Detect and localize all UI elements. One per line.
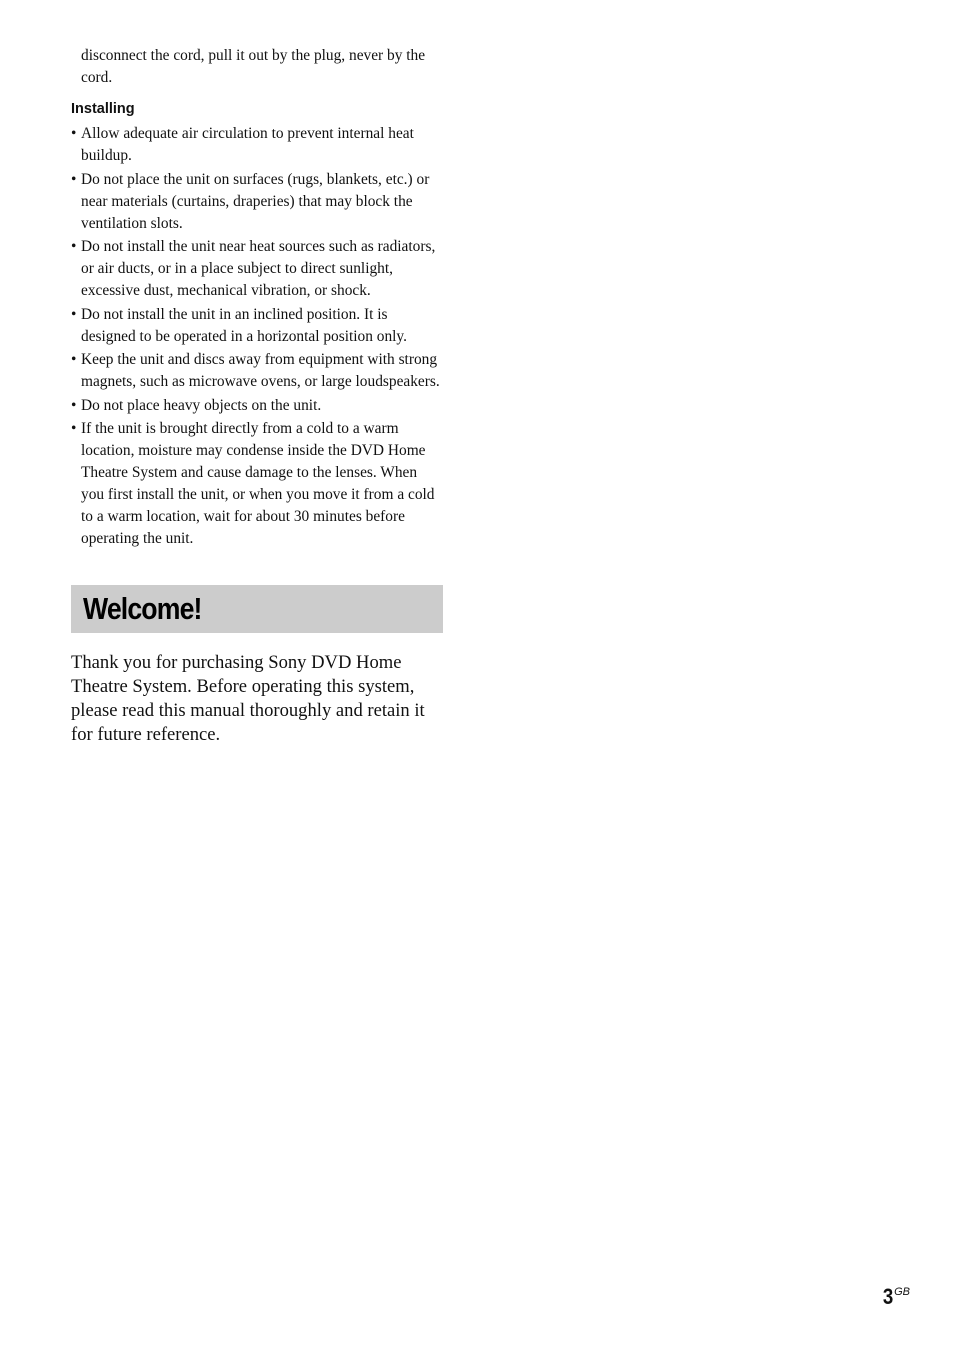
- list-item-text: If the unit is brought directly from a cold to a warm location, moisture may condense inside the DVD Home Theatre System and cause damage to the lenses. When you first install the unit, or when you move it from a cold to a warm location, wait for about 30 minutes before operating the unit.: [81, 420, 435, 547]
- installing-list: [71, 123, 443, 550]
- bullet-icon: •: [71, 170, 77, 188]
- bullet-icon: •: [71, 420, 77, 437]
- welcome-paragraph: Thank you for purchasing Sony DVD Home Theatre System. Before operating this system, please read this manual thoroughly and retain it for future reference.: [71, 652, 425, 745]
- list-item: [71, 169, 443, 235]
- list-item-text: Allow adequate air circulation to prevent internal heat buildup.: [81, 125, 414, 164]
- bullet-icon: •: [71, 351, 77, 368]
- list-item-text: Do not install the unit near heat sources such as radiators, or air ducts, or in a place subject to direct sunlight, excessive dust, mechanical vibration, or shock.: [81, 238, 436, 299]
- welcome-heading-bar: [71, 585, 443, 633]
- list-item-text: Do not place heavy objects on the unit.: [81, 396, 322, 414]
- list-item-text: Keep the unit and discs away from equipment with strong magnets, such as microwave ovens, or large loudspeakers.: [81, 351, 440, 390]
- bullet-icon: •: [71, 125, 77, 142]
- continued-paragraph: disconnect the cord, pull it out by the plug, never by the cord.: [81, 47, 426, 86]
- list-item: [71, 304, 443, 348]
- list-item: [71, 395, 443, 417]
- page-number-value: 3: [882, 1284, 894, 1309]
- list-item: [71, 349, 443, 393]
- bullet-icon: •: [71, 396, 77, 414]
- list-item-text: Do not install the unit in an inclined position. It is designed to be operated in a horizontal position only.: [81, 305, 407, 345]
- installing-heading: Installing: [71, 101, 135, 117]
- list-item: [71, 418, 443, 550]
- list-item: [71, 123, 443, 167]
- bullet-icon: •: [71, 305, 77, 323]
- page-number: [882, 1284, 910, 1310]
- list-item-text: Do not place the unit on surfaces (rugs, blankets, etc.) or near materials (curtains, draperies) that may block the ventilation slots.: [81, 170, 430, 232]
- left-column: [71, 45, 443, 747]
- list-item: [71, 236, 443, 302]
- welcome-title: Welcome!: [83, 591, 202, 626]
- bullet-icon: •: [71, 238, 77, 255]
- page-region-code: GB: [894, 1286, 910, 1298]
